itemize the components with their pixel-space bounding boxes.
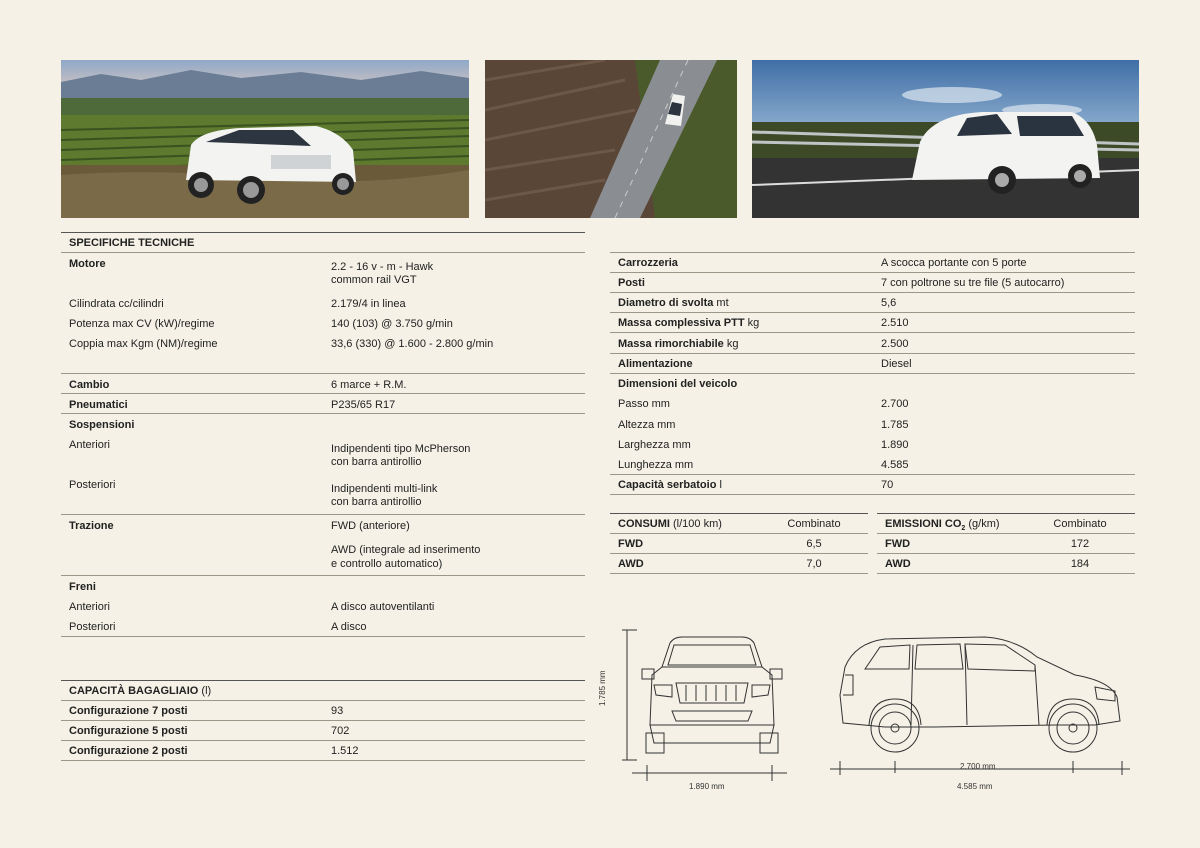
rule [61, 413, 585, 414]
emissioni-title-text: EMISSIONI CO [885, 518, 962, 530]
diametro-label-text: Diametro di svolta [618, 297, 714, 309]
freni-posteriori-value: A disco [331, 621, 367, 633]
photo-highway [752, 60, 1139, 218]
cambio-label: Cambio [69, 379, 110, 391]
lunghezza-label: Lunghezza mm [618, 459, 694, 471]
emissioni-unit: (g/km) [968, 518, 1000, 530]
passo-label: Passo mm [618, 398, 670, 410]
trazione-value-1: FWD (anteriore) [331, 520, 410, 532]
emissioni-sub: 2 [961, 525, 966, 533]
diametro-value: 5,6 [881, 297, 897, 309]
motore-value-2: common rail VGT [331, 274, 417, 286]
rule [877, 553, 1135, 554]
rule [61, 680, 585, 681]
rule [610, 312, 1135, 313]
emissioni-row-label: FWD [885, 538, 911, 550]
consumi-row-value: 7,0 [806, 558, 822, 570]
photo-aerial-road [485, 60, 737, 218]
massa-ptt-value: 2.510 [881, 317, 909, 329]
width-dimension: 1.890 mm [689, 782, 725, 791]
serbatoio-label-text: Capacità serbatoio [618, 479, 717, 491]
cambio-value: 6 marce + R.M. [331, 379, 407, 391]
photo-vineyard [61, 60, 469, 218]
cilindrata-value: 2.179/4 in linea [331, 298, 406, 310]
sosp-anteriori-value-2: con barra antirollio [331, 456, 422, 468]
consumi-title [618, 517, 722, 531]
rule [61, 636, 585, 637]
rule [877, 513, 1135, 514]
serbatoio-label [618, 478, 722, 492]
rule [610, 252, 1135, 253]
height-dimension: 1.785 mm [598, 670, 607, 706]
side-view-drawing [825, 625, 1135, 775]
massa-rim-label-text: Massa rimorchiabile [618, 338, 724, 350]
consumi-unit: (l/100 km) [673, 518, 722, 530]
rule [61, 740, 585, 741]
rule [610, 353, 1135, 354]
consumi-row-label: FWD [618, 538, 644, 550]
rule [610, 553, 868, 554]
wheelbase-dimension: 2.700 mm [960, 762, 996, 771]
freni-posteriori-label: Posteriori [69, 621, 116, 633]
rule [877, 573, 1135, 574]
rule [877, 533, 1135, 534]
consumi-title-text: CONSUMI [618, 518, 670, 530]
massa-rim-value: 2.500 [881, 338, 909, 350]
freni-anteriori-value: A disco autoventilanti [331, 601, 435, 613]
rule [610, 494, 1135, 495]
rule [610, 292, 1135, 293]
rule [610, 573, 868, 574]
posti-label: Posti [618, 277, 645, 289]
dimensioni-label: Dimensioni del veicolo [618, 378, 738, 390]
bag-row-label: Configurazione 7 posti [69, 705, 188, 717]
coppia-value: 33,6 (330) @ 1.600 - 2.800 g/min [331, 338, 494, 350]
altezza-value: 1.785 [881, 419, 909, 431]
bag-row-label: Configurazione 5 posti [69, 725, 188, 737]
consumi-row-value: 6,5 [806, 538, 822, 550]
freni-label: Freni [69, 581, 96, 593]
larghezza-label: Larghezza mm [618, 439, 691, 451]
rule [61, 575, 585, 576]
motore-value-1: 2.2 - 16 v - m - Hawk [331, 261, 434, 273]
pneumatici-label: Pneumatici [69, 399, 128, 411]
alimentazione-label: Alimentazione [618, 358, 693, 370]
cilindrata-label: Cilindrata cc/cilindri [69, 298, 164, 310]
trazione-value-2b: e controllo automatico) [331, 558, 443, 570]
posti-value: 7 con poltrone su tre file (5 autocarro) [881, 277, 1065, 289]
massa-rim-unit: kg [726, 338, 739, 350]
rule [61, 232, 585, 233]
motore-label: Motore [69, 258, 106, 270]
consumi-row-label: AWD [618, 558, 644, 570]
rule [610, 513, 868, 514]
sosp-posteriori-label: Posteriori [69, 479, 116, 491]
specs-title: SPECIFICHE TECNICHE [69, 237, 195, 249]
rule [610, 373, 1135, 374]
larghezza-value: 1.890 [881, 439, 909, 451]
rule [61, 760, 585, 761]
freni-anteriori-label: Anteriori [69, 601, 110, 613]
sosp-anteriori-label: Anteriori [69, 439, 110, 451]
bag-row-value: 702 [331, 725, 350, 737]
lunghezza-value: 4.585 [881, 459, 909, 471]
sosp-anteriori-value-1: Indipendenti tipo McPherson [331, 443, 471, 455]
rule [610, 474, 1135, 475]
alimentazione-value: Diesel [881, 358, 912, 370]
rule [61, 700, 585, 701]
massa-ptt-label-text: Massa complessiva PTT [618, 317, 745, 329]
emissioni-row-value: 184 [1070, 558, 1090, 570]
length-dimension: 4.585 mm [957, 782, 993, 791]
rule [610, 533, 868, 534]
emissioni-row-label: AWD [885, 558, 911, 570]
emissioni-row-value: 172 [1070, 538, 1090, 550]
bagagliaio-title-text: CAPACITÀ BAGAGLIAIO [69, 685, 199, 697]
sosp-posteriori-value-1: Indipendenti multi-link [331, 483, 438, 495]
rule [61, 720, 585, 721]
emissioni-col-header: Combinato [1053, 518, 1107, 530]
potenza-label: Potenza max CV (kW)/regime [69, 318, 215, 330]
diametro-unit: mt [716, 297, 729, 309]
trazione-value-2a: AWD (integrale ad inserimento [331, 544, 481, 556]
carrozzeria-value: A scocca portante con 5 porte [881, 257, 1027, 269]
altezza-label: Altezza mm [618, 419, 676, 431]
massa-rim-label [618, 337, 738, 351]
sospensioni-label: Sospensioni [69, 419, 135, 431]
rule [61, 393, 585, 394]
carrozzeria-label: Carrozzeria [618, 257, 678, 269]
passo-value: 2.700 [881, 398, 909, 410]
pneumatici-value: P235/65 R17 [331, 399, 396, 411]
bagagliaio-title [69, 684, 211, 698]
front-view-drawing [612, 625, 792, 795]
serbatoio-unit: l [719, 479, 722, 491]
rule [610, 332, 1135, 333]
diametro-label [618, 296, 729, 310]
rule [610, 272, 1135, 273]
rule [61, 373, 585, 374]
consumi-col-header: Combinato [787, 518, 841, 530]
potenza-value: 140 (103) @ 3.750 g/min [331, 318, 453, 330]
bagagliaio-unit: (l) [201, 685, 212, 697]
rule [61, 514, 585, 515]
sosp-posteriori-value-2: con barra antirollio [331, 496, 422, 508]
massa-ptt-label [618, 316, 759, 330]
coppia-label: Coppia max Kgm (NM)/regime [69, 338, 218, 350]
bag-row-label: Configurazione 2 posti [69, 745, 188, 757]
rule [61, 252, 585, 253]
massa-ptt-unit: kg [747, 317, 760, 329]
bag-row-value: 93 [331, 705, 344, 717]
trazione-label: Trazione [69, 520, 114, 532]
bag-row-value: 1.512 [331, 745, 359, 757]
serbatoio-value: 70 [881, 479, 894, 491]
